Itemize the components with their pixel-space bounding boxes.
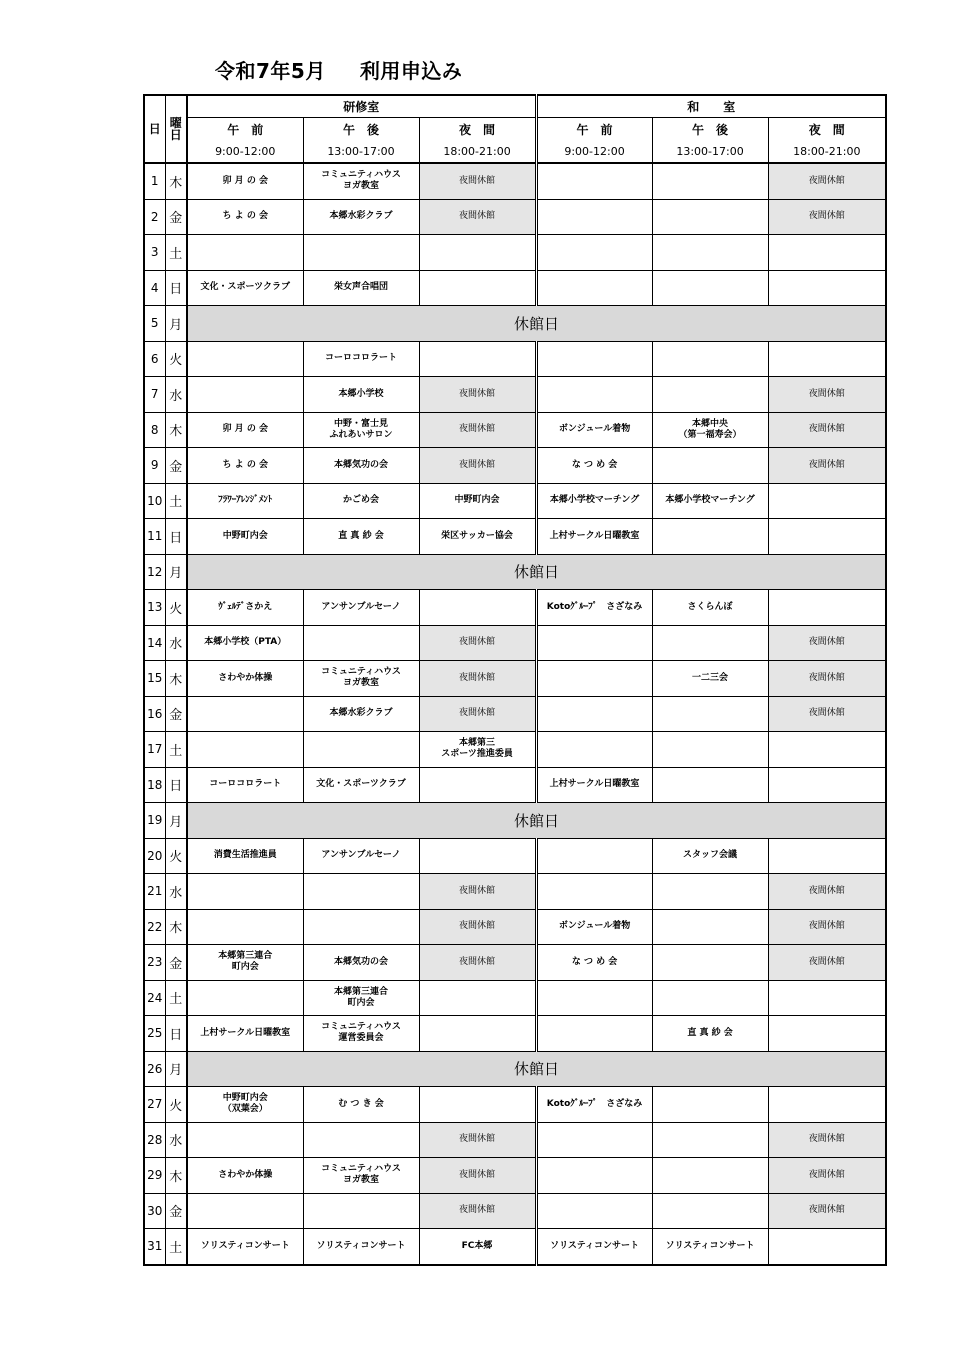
- period-header: 午 後: [303, 118, 419, 141]
- booking-cell: [303, 732, 419, 768]
- day-number: 5: [144, 306, 165, 342]
- weekday: 日: [165, 1016, 187, 1052]
- day-number: 27: [144, 1087, 165, 1123]
- booking-cell: [768, 1087, 886, 1123]
- booking-cell: [187, 235, 303, 271]
- booking-cell: [768, 1229, 886, 1265]
- booking-cell: [303, 1122, 419, 1158]
- weekday: 水: [165, 625, 187, 661]
- night-closed-cell: 夜間休館: [768, 412, 886, 448]
- schedule-row: [144, 625, 886, 661]
- booking-cell: ボンジュール着物: [536, 412, 652, 448]
- booking-cell: [768, 732, 886, 768]
- booking-cell: Kotoｸﾞﾙｰﾌﾟ さざなみ: [536, 590, 652, 626]
- schedule-row: [144, 306, 886, 342]
- booking-cell: 本郷中央 （第一福寿会）: [652, 412, 768, 448]
- booking-cell: ボンジュール着物: [536, 909, 652, 945]
- day-number: 12: [144, 554, 165, 590]
- weekday: 土: [165, 980, 187, 1016]
- weekday: 月: [165, 1051, 187, 1087]
- schedule-row: [144, 945, 886, 981]
- booking-cell: [187, 696, 303, 732]
- booking-cell: [419, 838, 536, 874]
- booking-cell: [303, 909, 419, 945]
- day-number: 15: [144, 661, 165, 697]
- night-closed-cell: 夜間休館: [419, 945, 536, 981]
- booking-cell: [536, 377, 652, 413]
- title-caption: 利用申込み: [359, 59, 463, 83]
- night-closed-cell: 夜間休館: [419, 1158, 536, 1194]
- night-closed-cell: 夜間休館: [419, 199, 536, 235]
- booking-cell: [536, 1158, 652, 1194]
- day-column-header: 日: [144, 95, 165, 163]
- schedule-table: [143, 94, 887, 1266]
- weekday: 木: [165, 909, 187, 945]
- booking-cell: 本郷第三連合 町内会: [187, 945, 303, 981]
- day-number: 31: [144, 1229, 165, 1265]
- booking-cell: 本郷小学校（PTA）: [187, 625, 303, 661]
- booking-cell: [652, 163, 768, 199]
- booking-cell: 上村サークル日曜教室: [536, 767, 652, 803]
- booking-cell: さわやか体操: [187, 661, 303, 697]
- booking-cell: [303, 874, 419, 910]
- booking-cell: [419, 590, 536, 626]
- night-closed-cell: 夜間休館: [419, 448, 536, 484]
- weekday: 日: [165, 270, 187, 306]
- booking-cell: 本郷小学校マーチング: [536, 483, 652, 519]
- booking-cell: [768, 838, 886, 874]
- booking-cell: [419, 1087, 536, 1123]
- booking-cell: [419, 270, 536, 306]
- booking-cell: [768, 270, 886, 306]
- booking-cell: 本郷小学校: [303, 377, 419, 413]
- schedule-row: [144, 767, 886, 803]
- booking-cell: 本郷小学校マーチング: [652, 483, 768, 519]
- schedule-row: [144, 838, 886, 874]
- booking-cell: [652, 732, 768, 768]
- booking-cell: コミュニティハウス ヨガ教室: [303, 1158, 419, 1194]
- booking-cell: [187, 909, 303, 945]
- schedule-row: [144, 874, 886, 910]
- time-range: 18:00-21:00: [768, 140, 886, 163]
- day-number: 19: [144, 803, 165, 839]
- time-range: 18:00-21:00: [419, 140, 536, 163]
- title-month: 令和7年5月: [215, 59, 326, 83]
- booking-cell: さわやか体操: [187, 1158, 303, 1194]
- booking-cell: [187, 1193, 303, 1229]
- weekday: 水: [165, 874, 187, 910]
- time-range: 13:00-17:00: [303, 140, 419, 163]
- night-closed-cell: 夜間休館: [419, 412, 536, 448]
- booking-cell: 中野・富士見 ふれあいサロン: [303, 412, 419, 448]
- booking-cell: 文化・スポーツクラブ: [187, 270, 303, 306]
- schedule-row: [144, 1158, 886, 1194]
- booking-cell: FC本郷: [419, 1229, 536, 1265]
- schedule-row: [144, 1229, 886, 1265]
- schedule-row: [144, 803, 886, 839]
- booking-cell: [536, 270, 652, 306]
- time-range: 9:00-12:00: [536, 140, 652, 163]
- weekday: 日: [165, 767, 187, 803]
- booking-cell: [419, 235, 536, 271]
- booking-cell: [303, 625, 419, 661]
- weekday: 月: [165, 803, 187, 839]
- booking-cell: 一二三会: [652, 661, 768, 697]
- booking-cell: [536, 696, 652, 732]
- weekday: 月: [165, 306, 187, 342]
- booking-cell: [187, 1122, 303, 1158]
- booking-cell: アンサンブルセーノ: [303, 838, 419, 874]
- schedule-row: [144, 661, 886, 697]
- schedule-row: [144, 732, 886, 768]
- booking-cell: [536, 341, 652, 377]
- schedule-row: [144, 483, 886, 519]
- booking-cell: 本郷第三連合 町内会: [303, 980, 419, 1016]
- booking-cell: [187, 377, 303, 413]
- booking-cell: [419, 767, 536, 803]
- period-header: 午 後: [652, 118, 768, 141]
- closed-day-banner: 休館日: [187, 803, 886, 839]
- day-number: 21: [144, 874, 165, 910]
- night-closed-cell: 夜間休館: [768, 909, 886, 945]
- schedule-row: [144, 980, 886, 1016]
- booking-cell: [652, 980, 768, 1016]
- day-number: 13: [144, 590, 165, 626]
- booking-cell: 本郷水彩クラブ: [303, 199, 419, 235]
- booking-cell: 中野町内会: [419, 483, 536, 519]
- day-number: 6: [144, 341, 165, 377]
- booking-cell: [652, 909, 768, 945]
- booking-cell: [652, 1158, 768, 1194]
- weekday: 木: [165, 412, 187, 448]
- page-title: [215, 55, 462, 84]
- booking-cell: コーロコロラート: [303, 341, 419, 377]
- day-number: 20: [144, 838, 165, 874]
- weekday: 月: [165, 554, 187, 590]
- time-range: 13:00-17:00: [652, 140, 768, 163]
- booking-cell: [652, 270, 768, 306]
- night-closed-cell: 夜間休館: [768, 696, 886, 732]
- booking-cell: [536, 1193, 652, 1229]
- booking-cell: 卯 月 の 会: [187, 163, 303, 199]
- booking-cell: 上村サークル日曜教室: [187, 1016, 303, 1052]
- weekday-column-header: 曜 日: [165, 95, 187, 163]
- booking-cell: コミュニティハウス 運営委員会: [303, 1016, 419, 1052]
- day-number: 30: [144, 1193, 165, 1229]
- day-number: 25: [144, 1016, 165, 1052]
- header-row-rooms: [144, 95, 886, 118]
- booking-cell: [768, 483, 886, 519]
- weekday: 土: [165, 235, 187, 271]
- day-number: 4: [144, 270, 165, 306]
- booking-cell: [536, 1122, 652, 1158]
- day-number: 10: [144, 483, 165, 519]
- weekday: 土: [165, 732, 187, 768]
- day-number: 3: [144, 235, 165, 271]
- weekday: 火: [165, 1087, 187, 1123]
- weekday: 水: [165, 377, 187, 413]
- schedule-row: [144, 235, 886, 271]
- schedule-row: [144, 696, 886, 732]
- weekday: 金: [165, 696, 187, 732]
- booking-cell: 栄女声合唱団: [303, 270, 419, 306]
- booking-cell: ソリスティコンサート: [187, 1229, 303, 1265]
- period-header: 午 前: [187, 118, 303, 141]
- schedule-row: [144, 519, 886, 555]
- booking-cell: [536, 235, 652, 271]
- booking-cell: コーロコロラート: [187, 767, 303, 803]
- night-closed-cell: 夜間休館: [768, 1122, 886, 1158]
- day-number: 9: [144, 448, 165, 484]
- booking-cell: 本郷気功の会: [303, 945, 419, 981]
- booking-cell: [652, 767, 768, 803]
- day-number: 14: [144, 625, 165, 661]
- booking-cell: 栄区サッカー協会: [419, 519, 536, 555]
- booking-cell: 消費生活推進員: [187, 838, 303, 874]
- booking-cell: [768, 590, 886, 626]
- booking-cell: [419, 341, 536, 377]
- booking-cell: ち よ の 会: [187, 199, 303, 235]
- booking-cell: [652, 519, 768, 555]
- booking-cell: コミュニティハウス ヨガ教室: [303, 163, 419, 199]
- day-number: 7: [144, 377, 165, 413]
- booking-cell: ｳﾞｪﾙﾃﾞさかえ: [187, 590, 303, 626]
- schedule-row: [144, 909, 886, 945]
- day-number: 8: [144, 412, 165, 448]
- night-closed-cell: 夜間休館: [419, 1193, 536, 1229]
- booking-cell: 卯 月 の 会: [187, 412, 303, 448]
- weekday: 金: [165, 199, 187, 235]
- day-number: 17: [144, 732, 165, 768]
- time-range: 9:00-12:00: [187, 140, 303, 163]
- booking-cell: [768, 341, 886, 377]
- night-closed-cell: 夜間休館: [768, 945, 886, 981]
- night-closed-cell: 夜間休館: [419, 909, 536, 945]
- weekday: 火: [165, 341, 187, 377]
- schedule-row: [144, 1122, 886, 1158]
- day-number: 22: [144, 909, 165, 945]
- booking-cell: ち よ の 会: [187, 448, 303, 484]
- booking-cell: ﾌﾗﾜｰｱﾚﾝｼﾞﾒﾝﾄ: [187, 483, 303, 519]
- weekday: 金: [165, 945, 187, 981]
- booking-cell: 中野町内会 （双葉会）: [187, 1087, 303, 1123]
- day-number: 2: [144, 199, 165, 235]
- booking-cell: [536, 199, 652, 235]
- schedule-row: [144, 412, 886, 448]
- night-closed-cell: 夜間休館: [768, 874, 886, 910]
- booking-cell: 本郷第三 スポーツ推進委員: [419, 732, 536, 768]
- night-closed-cell: 夜間休館: [419, 874, 536, 910]
- night-closed-cell: 夜間休館: [768, 377, 886, 413]
- night-closed-cell: 夜間休館: [768, 199, 886, 235]
- weekday: 水: [165, 1122, 187, 1158]
- booking-cell: Kotoｸﾞﾙｰﾌﾟ さざなみ: [536, 1087, 652, 1123]
- booking-cell: ソリスティコンサート: [303, 1229, 419, 1265]
- booking-cell: [187, 732, 303, 768]
- weekday: 火: [165, 838, 187, 874]
- booking-cell: アンサンブルセーノ: [303, 590, 419, 626]
- schedule-row: [144, 590, 886, 626]
- schedule-row: [144, 448, 886, 484]
- night-closed-cell: 夜間休館: [419, 163, 536, 199]
- weekday: 木: [165, 1158, 187, 1194]
- booking-cell: [536, 625, 652, 661]
- night-closed-cell: 夜間休館: [768, 448, 886, 484]
- booking-cell: な つ め 会: [536, 945, 652, 981]
- booking-cell: [536, 838, 652, 874]
- weekday: 土: [165, 483, 187, 519]
- booking-cell: 文化・スポーツクラブ: [303, 767, 419, 803]
- booking-cell: な つ め 会: [536, 448, 652, 484]
- booking-cell: [768, 235, 886, 271]
- booking-cell: ソリスティコンサート: [536, 1229, 652, 1265]
- booking-cell: かごめ会: [303, 483, 419, 519]
- night-closed-cell: 夜間休館: [419, 696, 536, 732]
- day-number: 11: [144, 519, 165, 555]
- night-closed-cell: 夜間休館: [419, 377, 536, 413]
- schedule-row: [144, 199, 886, 235]
- booking-cell: [768, 980, 886, 1016]
- booking-cell: [303, 235, 419, 271]
- booking-cell: [536, 661, 652, 697]
- weekday: 火: [165, 590, 187, 626]
- booking-cell: [652, 377, 768, 413]
- booking-cell: スタッフ会議: [652, 838, 768, 874]
- booking-cell: [303, 1193, 419, 1229]
- weekday: 木: [165, 163, 187, 199]
- booking-cell: [536, 1016, 652, 1052]
- booking-cell: 本郷水彩クラブ: [303, 696, 419, 732]
- booking-cell: [419, 980, 536, 1016]
- booking-cell: [536, 163, 652, 199]
- booking-cell: [536, 874, 652, 910]
- weekday: 土: [165, 1229, 187, 1265]
- day-number: 1: [144, 163, 165, 199]
- schedule-row: [144, 270, 886, 306]
- booking-cell: [187, 980, 303, 1016]
- room-header-kenshu: 研修室: [187, 95, 536, 118]
- schedule-row: [144, 554, 886, 590]
- schedule-row: [144, 377, 886, 413]
- period-header: 午 前: [536, 118, 652, 141]
- day-number: 24: [144, 980, 165, 1016]
- booking-cell: む つ き 会: [303, 1087, 419, 1123]
- schedule-row: [144, 341, 886, 377]
- booking-cell: ソリスティコンサート: [652, 1229, 768, 1265]
- booking-cell: さくらんぼ: [652, 590, 768, 626]
- booking-cell: [652, 341, 768, 377]
- day-number: 26: [144, 1051, 165, 1087]
- booking-cell: [652, 235, 768, 271]
- header-row-periods: [144, 118, 886, 141]
- schedule-row: [144, 1016, 886, 1052]
- booking-cell: [419, 1016, 536, 1052]
- booking-cell: [187, 341, 303, 377]
- booking-cell: [652, 448, 768, 484]
- weekday: 金: [165, 448, 187, 484]
- booking-cell: [652, 1122, 768, 1158]
- booking-cell: [187, 874, 303, 910]
- weekday: 金: [165, 1193, 187, 1229]
- booking-cell: [652, 1193, 768, 1229]
- booking-cell: [652, 696, 768, 732]
- weekday: 木: [165, 661, 187, 697]
- period-header: 夜 間: [768, 118, 886, 141]
- night-closed-cell: 夜間休館: [768, 163, 886, 199]
- day-number: 18: [144, 767, 165, 803]
- schedule-row: [144, 163, 886, 199]
- night-closed-cell: 夜間休館: [768, 625, 886, 661]
- night-closed-cell: 夜間休館: [419, 661, 536, 697]
- closed-day-banner: 休館日: [187, 306, 886, 342]
- weekday: 日: [165, 519, 187, 555]
- schedule-row: [144, 1051, 886, 1087]
- booking-cell: 直 真 紗 会: [652, 1016, 768, 1052]
- night-closed-cell: 夜間休館: [768, 1158, 886, 1194]
- night-closed-cell: 夜間休館: [768, 1193, 886, 1229]
- night-closed-cell: 夜間休館: [419, 625, 536, 661]
- booking-cell: [768, 1016, 886, 1052]
- night-closed-cell: 夜間休館: [419, 1122, 536, 1158]
- booking-cell: [652, 874, 768, 910]
- booking-cell: 直 真 紗 会: [303, 519, 419, 555]
- closed-day-banner: 休館日: [187, 1051, 886, 1087]
- room-header-washitsu: 和 室: [536, 95, 886, 118]
- booking-cell: [768, 767, 886, 803]
- day-number: 23: [144, 945, 165, 981]
- schedule-row: [144, 1193, 886, 1229]
- booking-cell: 上村サークル日曜教室: [536, 519, 652, 555]
- booking-cell: [652, 625, 768, 661]
- period-header: 夜 間: [419, 118, 536, 141]
- day-number: 28: [144, 1122, 165, 1158]
- schedule-row: [144, 1087, 886, 1123]
- booking-cell: [652, 945, 768, 981]
- booking-cell: [536, 732, 652, 768]
- booking-cell: [536, 980, 652, 1016]
- night-closed-cell: 夜間休館: [768, 661, 886, 697]
- booking-cell: [652, 199, 768, 235]
- booking-cell: [768, 519, 886, 555]
- day-number: 16: [144, 696, 165, 732]
- booking-cell: 中野町内会: [187, 519, 303, 555]
- day-number: 29: [144, 1158, 165, 1194]
- booking-cell: [652, 1087, 768, 1123]
- closed-day-banner: 休館日: [187, 554, 886, 590]
- header-row-times: [144, 140, 886, 163]
- booking-cell: 本郷気功の会: [303, 448, 419, 484]
- booking-cell: コミュニティハウス ヨガ教室: [303, 661, 419, 697]
